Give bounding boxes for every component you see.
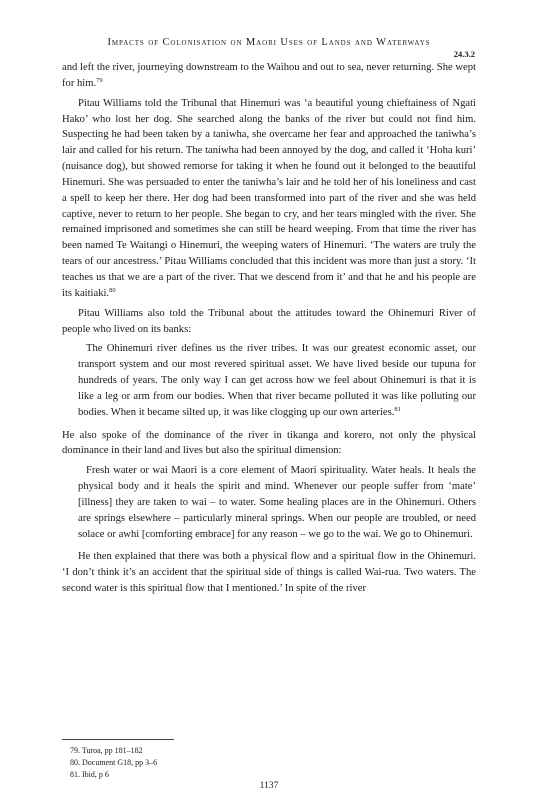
page-number: 1137 (259, 781, 279, 791)
footnote-79: 79. Turoa, pp 181–182 (70, 746, 143, 755)
body-text (62, 60, 476, 601)
block-quote-1 (62, 341, 476, 420)
paragraph-2 (62, 96, 476, 302)
block-quote-1-text: The Ohinemuri river defines us the river tribes. It was our greatest economic asset, our transport system and our most revered spiritual asset. We have lived beside our tupuna for hundreds of years. The only way I can get across how we feel about Ohinemuri is that it is like a leg or arm from our bodies. When that river became polluted it was like polluting our bodies. When it became silted up, it was like clogging up our own arteries. (78, 343, 476, 418)
paragraph-2-text: Pitau Williams told the Tribunal that Hinemuri was ‘a beautiful young chieftainess of Ngati Hako’ who lost her dog. She searched along the banks of the river but could not find him. Suspecting he had been taken by a taniwha, she overcame her fear and approached the taniwha’s lair and called for his return. The taniwha had been annoyed by the dog, and called it ‘Hoha kuri’ (nuisance dog), but showed remorse for taking it when he found out it belonged to the beautiful Hinemuri. She was persuaded to enter the taniwha’s lair and he told her of his loneliness and cast a spell to keep her there. Her dog had been transformed into part of the river and she was held captive, never to return to her people. She began to cry, and her tears mingled with the river. She remained imprisoned and sometimes she can still be heard weeping. From that time the river has been named Te Waitangi o Hinemuri, the weeping waters of Hinemuri. ‘The waters are truly the tears of our ancestress.’ Pitau Williams concluded that this incident was more than just a story. ‘It teaches us that we are a part of the river. That we descend from it’ and that he and his people are its kaitiaki. (62, 97, 476, 299)
paragraph-1-text: and left the river, journeying downstream to the Waihou and out to sea, never returning. She wept for him. (62, 62, 476, 89)
footnotes (70, 745, 470, 781)
footnote-divider (62, 739, 174, 740)
footnote-ref-80[interactable]: 80 (109, 286, 116, 294)
footnote-81: 81. Ibid, p 6 (70, 770, 109, 779)
footnote-ref-81[interactable]: 81 (394, 405, 401, 413)
block-quote-2 (62, 463, 476, 542)
paragraph-1 (62, 60, 476, 92)
block-quote-2-text: Fresh water or wai Maori is a core element of Maori spirituality. Water heals. It heals the physical body and it heals the spirit and mind. Whenever our people suffer from ‘mate’ [illness] they are taken to wai – to water. Some healing places are in the Ohinemuri. Others are springs elsewhere – particularly mineral springs. When our people are troubled, or need solace or awhi [comforting embrace] for any reason – we go to the wai. We go to Ohinemuri. (78, 465, 476, 540)
paragraph-5: He then explained that there was both a physical flow and a spiritual flow in the Ohinemuri. ‘I don’t think it’s an accident that the spiritual side of things is called Wai-rua. Two waters. The second water is this spiritual flow that I mentioned.’ In spite of the river (62, 551, 476, 595)
footnote-ref-79[interactable]: 79 (96, 76, 103, 84)
footnote-80: 80. Document G18, pp 3–6 (70, 758, 158, 767)
running-title: Impacts of Colonisation on Maori Uses of Lands and Waterways (107, 37, 431, 48)
paragraph-4: He also spoke of the dominance of the river in tikanga and korero, not only the physical dominance in their land and lives but also the spiritual dimension: (62, 429, 476, 457)
paragraph-3: Pitau Williams also told the Tribunal about the attitudes toward the Ohinemuri River of people who lived on its banks: (62, 307, 476, 335)
section-number: 24.3.2 (453, 49, 475, 59)
